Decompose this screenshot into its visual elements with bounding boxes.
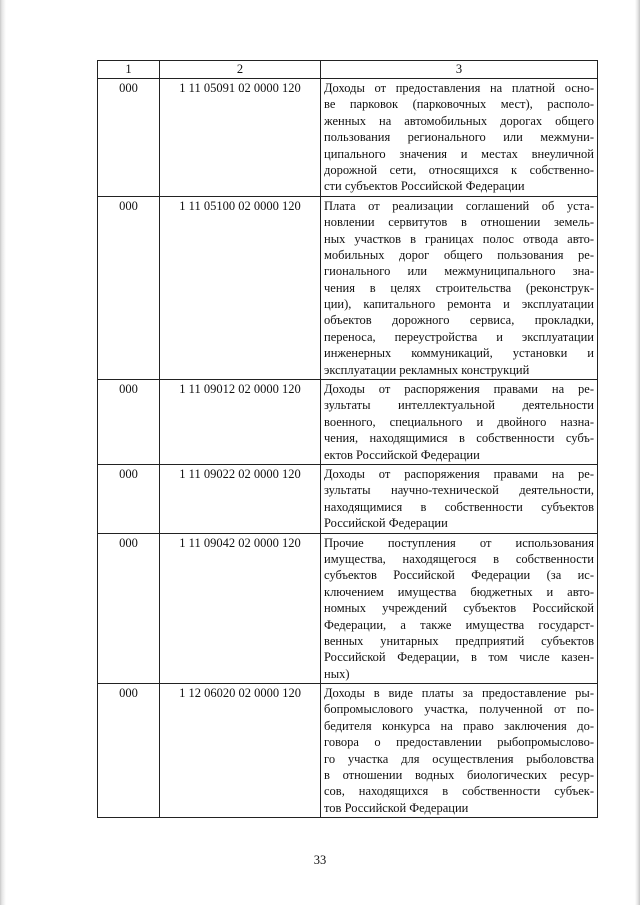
revenue-description-cell: [321, 196, 598, 379]
description-line: Доходы в виде платы за предоставление ры-: [324, 686, 594, 701]
description-line: эксплуатации рекламных конструкций: [324, 362, 530, 377]
description-line: Прочие поступления от использования: [324, 535, 594, 550]
table-row: [98, 79, 598, 197]
description-line: объектов дорожного сервиса, прокладки,: [324, 313, 594, 328]
table-header-row: [98, 61, 598, 79]
table-body: [98, 79, 598, 818]
description-line: чения в целях строительства (реконструк-: [324, 280, 594, 295]
description-line: в отношении водных биологических ресур-: [324, 768, 594, 783]
description-line: пользования регионального или межмуни-: [324, 130, 594, 145]
description-line: инженерных коммуникаций, установки и: [324, 346, 594, 361]
description-line: чения, находящимися в собственности субъ-: [324, 431, 594, 446]
description-line: Доходы от распоряжения правами на ре-: [324, 466, 594, 481]
table-row: [98, 464, 598, 533]
description-line: военного, специального и двойного назна-: [324, 414, 594, 429]
description-line: имущества, находящегося в собственности: [324, 551, 594, 566]
column-header-3: 3: [321, 61, 598, 79]
table-row: [98, 533, 598, 684]
description-line: гионального или межмуниципального зна-: [324, 264, 594, 279]
description-line: зультаты научно-технической деятельности,: [324, 483, 594, 498]
revenue-description-cell: [321, 464, 598, 533]
revenue-description-cell: [321, 684, 598, 818]
admin-code-cell: 000: [98, 464, 160, 533]
description-line: тов Российской Федерации: [324, 800, 469, 815]
revenue-codes-table: [97, 60, 598, 818]
description-line: Федерации, а также имущества государст-: [324, 617, 594, 632]
budget-classification-code-cell: 1 11 05100 02 0000 120: [160, 196, 321, 379]
description-line: дорожной сети, относящихся к собственно-: [324, 162, 594, 177]
description-line: номных учреждений субъектов Российской: [324, 601, 594, 616]
description-line: бедителя конкурса на право заключения до-: [324, 718, 594, 733]
budget-classification-code-cell: 1 12 06020 02 0000 120: [160, 684, 321, 818]
budget-classification-code-cell: 1 11 09012 02 0000 120: [160, 380, 321, 465]
budget-classification-code-cell: 1 11 09042 02 0000 120: [160, 533, 321, 684]
scan-edge-left: [0, 0, 6, 905]
description-line: мобильных дорог общего пользования ре-: [324, 247, 594, 262]
description-line: переноса, переустройства и эксплуатации: [324, 329, 594, 344]
description-line: Российской Федерации, в том числе казен-: [324, 650, 594, 665]
description-line: ключением имущества бюджетных и авто-: [324, 584, 594, 599]
description-line: ве парковок (парковочных мест), располо-: [324, 97, 594, 112]
budget-classification-code-cell: 1 11 09022 02 0000 120: [160, 464, 321, 533]
page-number: 33: [313, 853, 327, 867]
admin-code-cell: 000: [98, 380, 160, 465]
description-line: Доходы от предоставления на платной осно-: [324, 81, 594, 95]
description-line: ных): [324, 666, 350, 681]
admin-code-cell: 000: [98, 196, 160, 379]
description-line: ных участков в границах полос отвода авто-: [324, 231, 594, 246]
description-line: венных унитарных предприятий субъектов: [324, 633, 594, 648]
table-row: [98, 196, 598, 379]
budget-classification-code-cell: 1 11 05091 02 0000 120: [160, 79, 321, 197]
description-line: зультаты интеллектуальной деятельности: [324, 398, 594, 413]
admin-code-cell: 000: [98, 79, 160, 197]
description-line: Российской Федерации: [324, 516, 448, 531]
description-line: находящимися в собственности субъектов: [324, 499, 594, 514]
description-line: бопромыслового участка, полученной от по-: [324, 702, 594, 717]
revenue-description-cell: [321, 533, 598, 684]
description-line: женных на автомобильных дорогах общего: [324, 113, 594, 128]
revenue-description-cell: [321, 79, 598, 197]
table-row: [98, 684, 598, 818]
description-line: новлении сервитутов в отношении земель-: [324, 215, 594, 230]
description-line: Плата от реализации соглашений об уста-: [324, 198, 594, 213]
description-line: сов, находящихся в собственности субъек-: [324, 784, 594, 799]
description-line: ектов Российской Федерации: [324, 447, 480, 462]
revenue-description-cell: [321, 380, 598, 465]
description-line: сти субъектов Российской Федерации: [324, 179, 525, 194]
column-header-2: 2: [160, 61, 321, 79]
description-line: ции), капитального ремонта и эксплуатации: [324, 297, 594, 312]
description-line: ципального значения и местах внеуличной: [324, 146, 594, 161]
description-line: Доходы от распоряжения правами на ре-: [324, 382, 594, 397]
description-line: субъектов Российской Федерации (за ис-: [324, 568, 594, 583]
description-line: говора о предоставлении рыбопромыслово-: [324, 735, 594, 750]
description-line: го участка для осуществления рыболовства: [324, 751, 594, 766]
table-row: [98, 380, 598, 465]
admin-code-cell: 000: [98, 684, 160, 818]
column-header-1: 1: [98, 61, 160, 79]
admin-code-cell: 000: [98, 533, 160, 684]
scan-edge-right: [635, 0, 640, 905]
